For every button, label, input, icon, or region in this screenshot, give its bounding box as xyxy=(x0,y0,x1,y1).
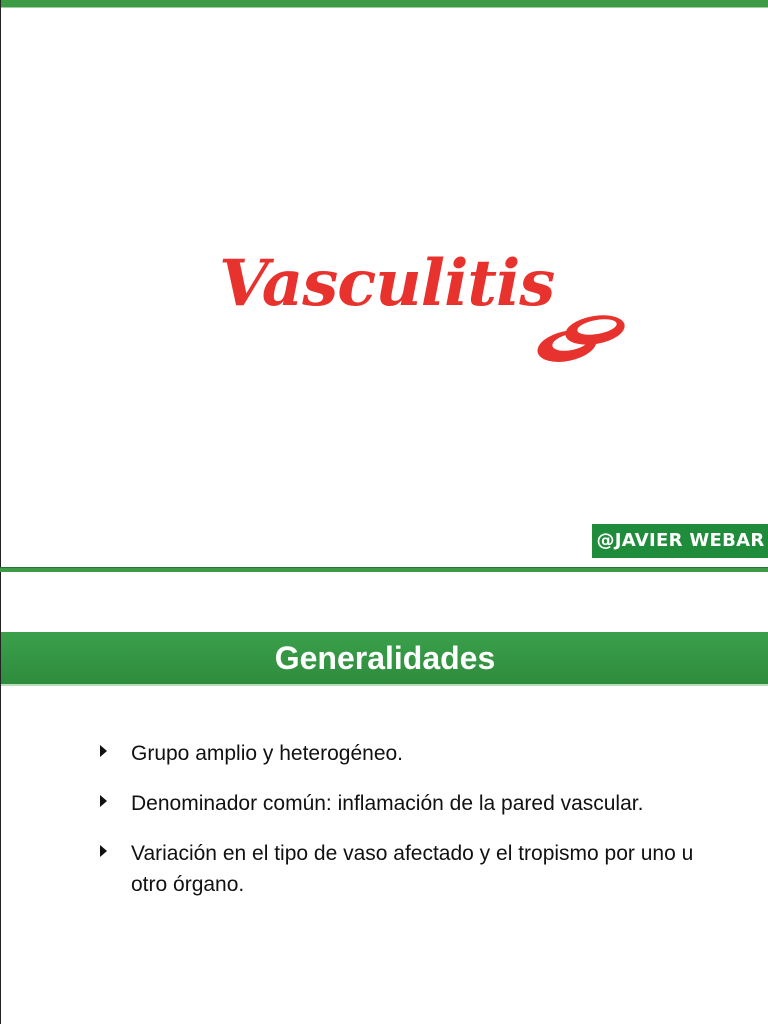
slide-title: Generalidades xyxy=(274,640,496,676)
red-rings-logo-icon xyxy=(531,312,631,364)
list-item xyxy=(97,788,717,819)
bullet-list xyxy=(97,738,717,919)
list-item xyxy=(97,738,717,769)
author-handle-badge: @JAVIER WEBAR xyxy=(592,524,768,558)
logo-text: Vasculitis xyxy=(219,246,555,321)
triangle-bullet-icon xyxy=(100,845,107,857)
top-accent-rule xyxy=(1,0,768,7)
bullet-text: Grupo amplio y heterogéneo. xyxy=(131,742,404,765)
triangle-bullet-icon xyxy=(100,745,107,757)
triangle-bullet-icon xyxy=(100,795,107,807)
content-slide xyxy=(0,572,768,1024)
bullet-text: Variación en el tipo de vaso afectado y el tropismo por uno u otro órgano. xyxy=(131,842,694,896)
title-bar xyxy=(1,632,768,686)
list-item xyxy=(97,838,717,900)
bullet-text: Denominador común: inflamación de la pared vascular. xyxy=(131,792,644,815)
